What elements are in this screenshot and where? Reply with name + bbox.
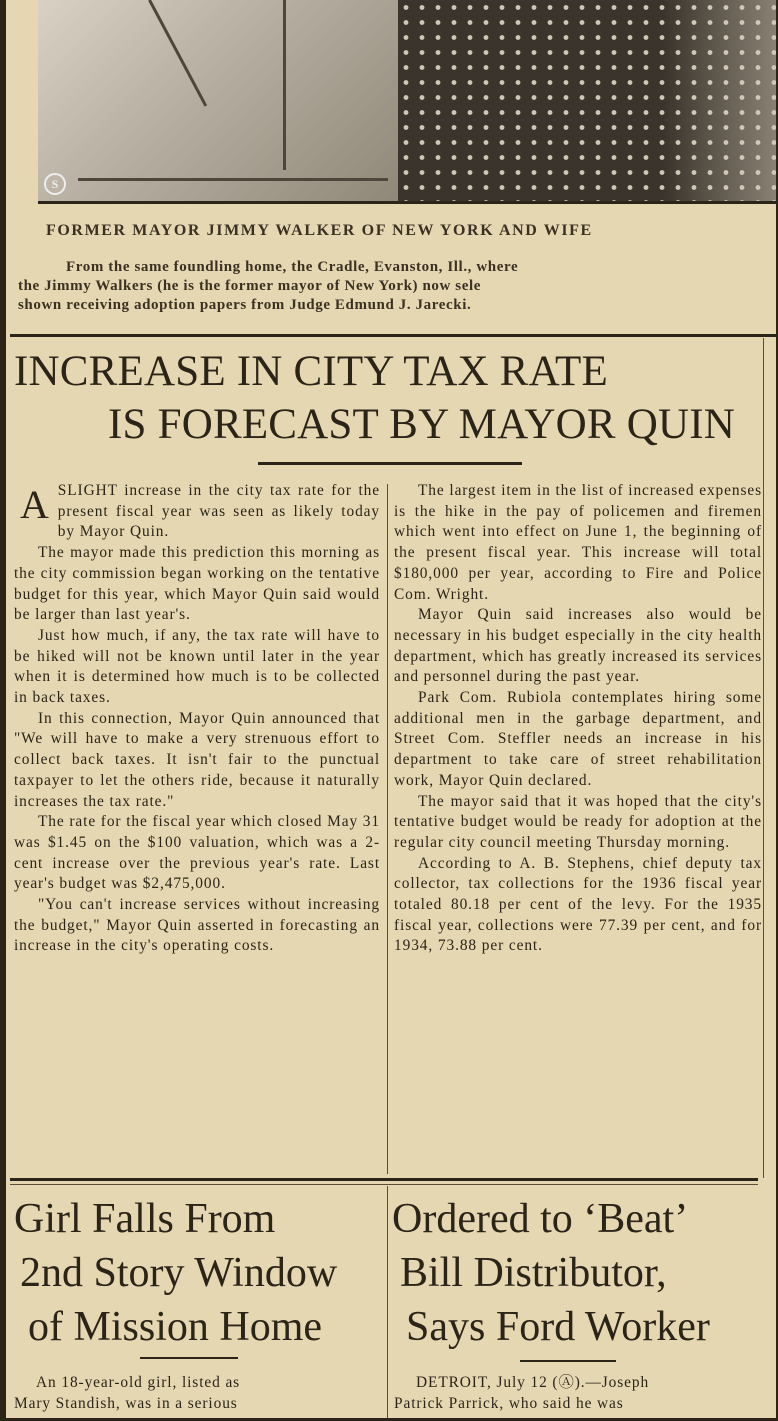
story-right-headline-line: Bill Distributor, — [400, 1250, 667, 1296]
caption-line: From the same foundling home, the Cradle, Evanston, Ill., where — [66, 259, 519, 275]
article-paragraph: According to A. B. Stephens, chief deputy tax collector, tax collections for the 1936 fiscal year totaled 80.18 per cent of the levy. For the 1935 fiscal year, collections were 77.39 per cent, and for 1934, 73.88 per cent. — [394, 854, 762, 955]
article-paragraph: In this connection, Mayor Quin announced that "We will have to make a very strenuous effort to collect back taxes. It isn't fair to the punctual taxpayer to let the others ride, because it naturally increases the tax rate." — [14, 709, 380, 810]
caption-line: shown receiving adoption papers from Judge Edmund J. Jarecki. — [18, 297, 472, 313]
caption-line: the Jimmy Walkers (he is the former mayor of New York) now sele — [18, 278, 482, 294]
article-paragraph: Park Com. Rubiola contemplates hiring some additional men in the garbage department, and Street Com. Steffler needs an increase in his department to take care of street rehabilitation work, Mayor Quin declared. — [394, 689, 762, 789]
headline-line-1: INCREASE IN CITY TAX RATE — [14, 348, 608, 395]
newspaper-clipping — [6, 0, 776, 1418]
section-rule — [10, 334, 776, 337]
photo-fade — [663, 0, 776, 204]
story-left-headline-line: of Mission Home — [28, 1304, 322, 1350]
column-rule — [387, 484, 388, 1174]
article-paragraph: The mayor made this prediction this morning as the city commission began working on the tentative budget for this year, which Mayor Quin said would be larger than last year's. — [14, 544, 380, 624]
article-paragraph: The rate for the fiscal year which closed May 31 was $1.45 on the $100 valuation, which was a 2-cent increase over the previous year's rate. Last year's budget was $2,475,000. — [14, 813, 380, 893]
article-paragraph: The mayor said that it was hoped that the city's tentative budget would be ready for adoption at the regular city council meeting Thursday morning. — [394, 792, 762, 851]
photo-credit-mark: S — [44, 173, 66, 195]
article-paragraph: "You can't increase services without increasing the budget," Mayor Quin asserted in forecasting an increase in the city's operating costs. — [14, 896, 380, 955]
photo-left-figure — [38, 0, 398, 204]
column-rule — [387, 1186, 388, 1418]
photo-coat-line — [283, 0, 286, 170]
article-headline — [14, 345, 766, 451]
article-paragraph: Just how much, if any, the tax rate will have to be hiked will not be known until later in the year when it is determined how much is to be collected in back taxes. — [14, 626, 380, 707]
headline-line-2: IS FORECAST BY MAYOR QUIN — [108, 401, 736, 448]
article-right-column — [394, 481, 762, 957]
photo-caption-headline: FORMER MAYOR JIMMY WALKER OF NEW YORK AND WIFE — [46, 222, 593, 239]
story-left-headline — [14, 1192, 382, 1354]
story-left-lead-line: Mary Standish, was in a serious — [14, 1394, 238, 1412]
story-left-lead — [14, 1373, 241, 1414]
story-right-headline-line: Says Ford Worker — [406, 1304, 710, 1350]
story-right-lead-line: Patrick Parrick, who said he was — [394, 1394, 624, 1412]
story-left-lead-line: An 18-year-old girl, listed as — [36, 1374, 241, 1391]
story-right-lead — [394, 1373, 650, 1414]
article-paragraph: Mayor Quin said increases also would be necessary in his budget especially in the city health department, which has greatly increased its services and personnel during the past year. — [394, 606, 762, 686]
article-paragraph: The largest item in the list of increased expenses is the hike in the pay of policemen and firemen which went into effect on June 1, the beginning of the present fiscal year. This increase will total $180,000 per year, according to Fire and Police Com. Wright. — [394, 482, 762, 603]
section-rule — [10, 1178, 758, 1181]
story-left-headline-line: 2nd Story Window — [20, 1250, 338, 1296]
column-rule — [763, 338, 764, 1178]
story-right-rule — [520, 1360, 616, 1362]
paragraph-text: SLIGHT increase in the city tax rate for the present fiscal year was seen as likely today by Mayor Quin. — [57, 482, 380, 541]
story-left-rule — [140, 1357, 238, 1359]
section-rule-thin — [10, 1184, 758, 1185]
story-left-headline-line: Girl Falls From — [14, 1196, 276, 1242]
story-right-headline-line: Ordered to ‘Beat’ — [392, 1196, 689, 1242]
story-right-headline — [392, 1192, 760, 1354]
headline-rule — [258, 462, 522, 465]
photo-coat-line — [78, 178, 388, 181]
photo-caption-body — [14, 258, 776, 315]
article-paragraph — [14, 481, 380, 543]
article-left-column — [14, 481, 380, 957]
photo — [38, 0, 776, 204]
story-right-lead-line: DETROIT, July 12 (Ⓐ).—Joseph — [416, 1374, 650, 1391]
drop-cap: A — [20, 482, 50, 527]
